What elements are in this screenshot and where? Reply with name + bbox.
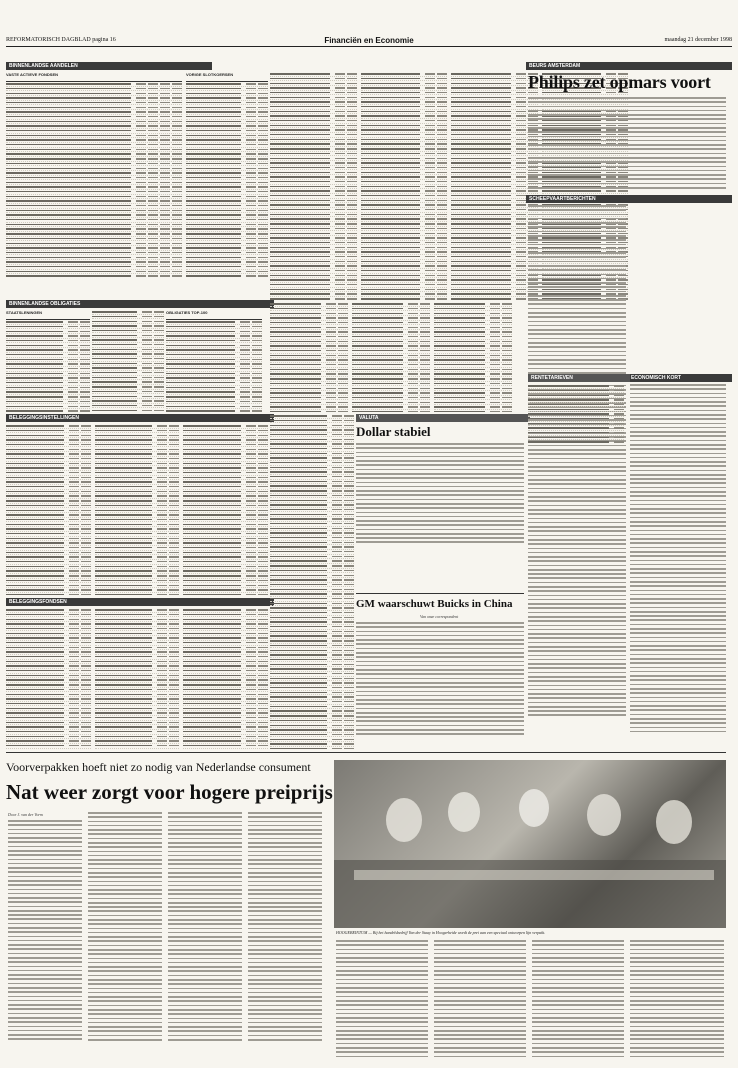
table-row <box>528 440 624 444</box>
main-article-col-3 <box>168 812 242 1043</box>
masthead-date: maandag 21 december 1998 <box>664 37 732 43</box>
stock-table-binnenlandse <box>6 72 182 278</box>
main-article-col-6 <box>434 940 526 1060</box>
divider <box>6 752 726 753</box>
main-article-col-1 <box>8 820 82 1043</box>
obligaties-columns <box>270 302 512 412</box>
photo-caption: HOOGEBEINTUM — Bij het handelsbedrijf Van der Staay in Hoogerheide wordt de prei aan een speciaal ontworpen lijn verpakt. <box>336 930 546 935</box>
philips-article-title: Philips zet opmars voort <box>528 72 711 92</box>
table-row <box>92 408 164 412</box>
section-header-valuta: VALUTA <box>356 414 530 422</box>
obligaties-table-2 <box>92 310 164 412</box>
section-header-binnenlandse-aandelen: BINNENLANDSE AANDELEN <box>6 62 212 70</box>
table-row <box>434 410 512 412</box>
table-header: VORIGE SLOTKOERSEN <box>186 72 268 82</box>
table-row <box>270 297 357 300</box>
table-row <box>95 593 180 596</box>
table-row <box>6 593 91 596</box>
stock-table-vaste <box>186 72 268 278</box>
table-row <box>95 749 180 750</box>
table-row <box>186 274 268 278</box>
section-header-obligaties: BINNENLANDSE OBLIGATIES <box>6 300 274 308</box>
obligaties-top-table: OBLIGATIES TOP-100 <box>166 310 262 412</box>
masthead <box>6 36 732 47</box>
main-article-col-5 <box>336 940 428 1060</box>
table-row <box>183 749 268 750</box>
table-row <box>183 593 268 596</box>
table-row <box>361 297 448 300</box>
section-header-beleggingsfondsen: BELEGGINGSFONDSEN <box>6 598 274 606</box>
masthead-section: Financiën en Economie <box>324 36 414 45</box>
table-header: VASTE ACTIEVE FONDSEN <box>6 72 182 82</box>
table-row <box>451 297 538 300</box>
photo-graphic <box>334 760 726 928</box>
scheepvaart-body <box>528 205 626 719</box>
gm-article-body <box>356 622 524 738</box>
section-header-scheepvaart: SCHEEPVAARTBERICHTEN <box>526 195 732 203</box>
rentetarieven-table <box>528 384 624 444</box>
section-header-beurs-amsterdam: BEURS AMSTERDAM <box>526 62 732 70</box>
divider <box>356 593 524 594</box>
section-header-rentetarieven: RENTETARIEVEN <box>528 374 630 382</box>
stock-rows <box>6 82 182 278</box>
main-article-col-2 <box>88 812 162 1043</box>
table-row <box>166 409 262 412</box>
staatsleningen-table: STAATSLENINGEN <box>6 310 90 412</box>
main-article-col-8 <box>630 940 724 1060</box>
table-row <box>6 274 182 278</box>
philips-article-body <box>528 97 726 191</box>
table-row <box>6 749 91 750</box>
table-row <box>270 410 348 412</box>
dollar-article-title: Dollar stabiel <box>356 424 431 439</box>
masthead-left: REFORMATORISCH DAGBLAD pagina 16 <box>6 37 116 43</box>
table-row <box>270 747 354 750</box>
section-header-beleggingsinstellingen: BELEGGINGSINSTELLINGEN <box>6 414 274 422</box>
beleggingsinstellingen-table <box>6 424 268 596</box>
main-article-title: Nat weer zorgt voor hogere preiprijs <box>6 780 333 804</box>
beleggingsfondsen-table <box>6 608 268 750</box>
gm-byline: Van onze correspondent <box>420 614 459 619</box>
dollar-article-body <box>356 443 524 546</box>
main-article-col-4 <box>248 812 322 1043</box>
table-row <box>6 409 90 412</box>
economisch-kort-body <box>630 384 726 735</box>
main-article-col-7 <box>532 940 624 1060</box>
main-article-kicker: Voorverpakken hoeft niet zo nodig van Nederlandse consument <box>6 760 311 774</box>
beleggingsfondsen-col-4 <box>270 414 354 750</box>
photo-leek-packing <box>334 760 726 928</box>
section-header-economisch-kort: ECONOMISCH KORT <box>628 374 732 382</box>
gm-article-title: GM waarschuwt Buicks in China <box>356 598 513 610</box>
main-article-byline: Door J. van der Vorm <box>8 812 43 817</box>
table-row <box>352 410 430 412</box>
